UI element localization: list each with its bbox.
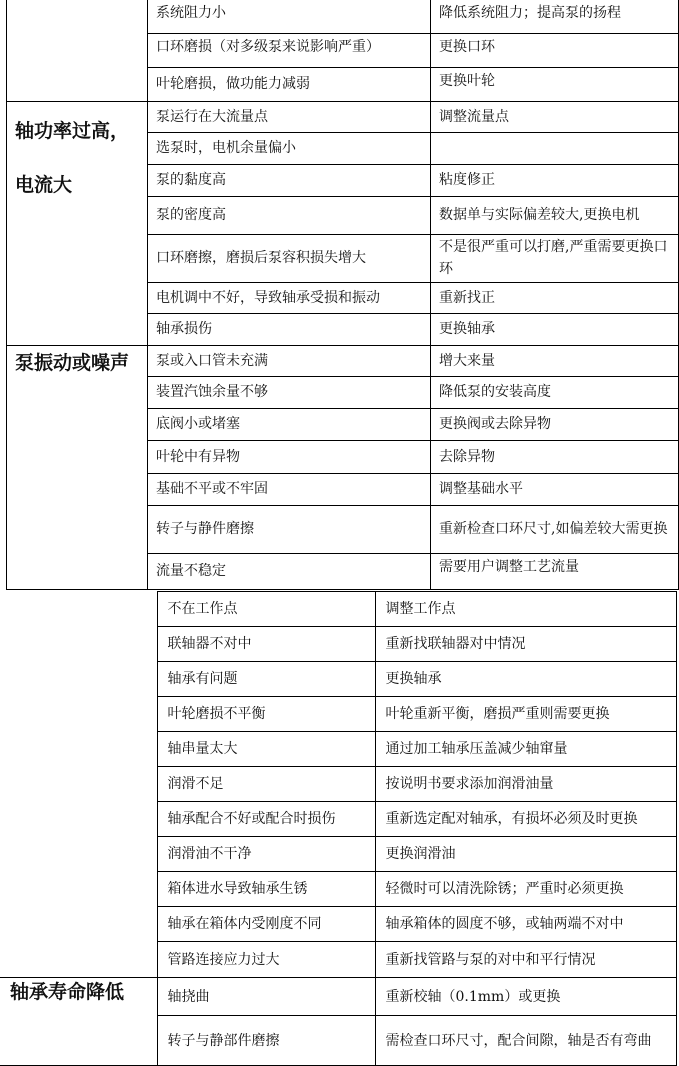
solution-cell: 降低系统阻力；提高泵的扬程 <box>431 0 679 33</box>
cause-cell: 泵运行在大流量点 <box>148 101 431 132</box>
cause-cell: 轴挠曲 <box>157 978 375 1016</box>
cause-cell: 选泵时，电机余量偏小 <box>148 132 431 164</box>
solution-cell: 叶轮重新平衡，磨损严重则需要更换 <box>375 697 676 732</box>
cause-cell: 不在工作点 <box>157 592 375 627</box>
solution-cell: 更换轴承 <box>431 313 679 345</box>
solution-cell: 更换阀或去除异物 <box>431 408 679 440</box>
category-cell <box>0 978 157 1066</box>
cause-cell: 口环磨损（对多级泵来说影响严重） <box>148 33 431 67</box>
cause-cell: 管路连接应力过大 <box>157 942 375 978</box>
solution-cell: 调整基础水平 <box>431 473 679 505</box>
cause-cell: 泵的密度高 <box>148 196 431 234</box>
solution-cell: 轻微时可以清洗除锈；严重时必须更换 <box>375 872 676 907</box>
category-cell <box>7 345 148 589</box>
solution-cell: 更换润滑油 <box>375 837 676 872</box>
cause-cell: 底阀小或堵塞 <box>148 408 431 440</box>
cause-cell: 转子与静件磨擦 <box>148 505 431 553</box>
category-label: 轴功率过高， <box>15 119 130 142</box>
cause-cell: 系统阻力小 <box>148 0 431 33</box>
solution-cell: 轴承箱体的圆度不够，或轴两端不对中 <box>375 907 676 942</box>
cause-cell: 装置汽蚀余量不够 <box>148 376 431 408</box>
cause-cell: 轴承配合不好或配合时损伤 <box>157 802 375 837</box>
solution-cell: 重新校轴（0.1mm）或更换 <box>375 978 676 1016</box>
cause-cell: 叶轮磨损，做功能力减弱 <box>148 67 431 101</box>
cause-cell: 泵的黏度高 <box>148 164 431 196</box>
solution-cell: 重新找联轴器对中情况 <box>375 627 676 662</box>
cause-cell: 叶轮中有异物 <box>148 440 431 473</box>
cause-cell: 轴承有问题 <box>157 662 375 697</box>
solution-cell: 调整流量点 <box>431 101 679 132</box>
cause-cell: 轴承损伤 <box>148 313 431 345</box>
cause-cell: 流量不稳定 <box>148 553 431 589</box>
solution-cell: 通过加工轴承压盖减少轴窜量 <box>375 732 676 767</box>
solution-cell: 重新选定配对轴承，有损坏必须及时更换 <box>375 802 676 837</box>
solution-cell: 按说明书要求添加润滑油量 <box>375 767 676 802</box>
solution-cell: 粘度修正 <box>431 164 679 196</box>
solution-cell: 需要用户调整工艺流量 <box>431 553 679 589</box>
category-label: 电流大 <box>15 173 73 196</box>
solution-cell: 更换叶轮 <box>431 67 679 101</box>
solution-cell: 更换口环 <box>431 33 679 67</box>
solution-cell: 降低泵的安装高度 <box>431 376 679 408</box>
cause-cell: 润滑油不干净 <box>157 837 375 872</box>
cause-cell: 口环磨擦，磨损后泵容积损失增大 <box>148 234 431 282</box>
cause-cell: 轴承在箱体内受刚度不同 <box>157 907 375 942</box>
solution-cell <box>431 132 679 164</box>
cause-cell: 箱体进水导致轴承生锈 <box>157 872 375 907</box>
category-cell-empty <box>0 592 157 978</box>
cause-cell: 叶轮磨损不平衡 <box>157 697 375 732</box>
cause-cell: 转子与静部件磨擦 <box>157 1016 375 1066</box>
category-cell <box>7 101 148 345</box>
solution-cell: 调整工作点 <box>375 592 676 627</box>
solution-cell: 去除异物 <box>431 440 679 473</box>
cause-cell: 泵或入口管未充满 <box>148 345 431 376</box>
cause-cell: 电机调中不好，导致轴承受损和振动 <box>148 282 431 313</box>
solution-cell: 重新找管路与泵的对中和平行情况 <box>375 942 676 978</box>
solution-cell: 数据单与实际偏差较大,更换电机 <box>431 196 679 234</box>
troubleshooting-table-2 <box>0 591 677 1066</box>
cause-cell: 轴串量太大 <box>157 732 375 767</box>
troubleshooting-table-1 <box>6 0 679 590</box>
cause-cell: 联轴器不对中 <box>157 627 375 662</box>
category-label: 泵振动或噪声 <box>15 351 130 374</box>
solution-cell: 不是很严重可以打磨,严重需要更换口环 <box>431 234 679 282</box>
category-cell-empty <box>7 0 148 101</box>
solution-cell: 更换轴承 <box>375 662 676 697</box>
category-label: 轴承寿命降低 <box>10 981 125 1003</box>
solution-cell: 重新找正 <box>431 282 679 313</box>
solution-cell: 重新检查口环尺寸,如偏差较大需更换 <box>431 505 679 553</box>
solution-cell: 需检查口环尺寸，配合间隙，轴是否有弯曲 <box>375 1016 676 1066</box>
cause-cell: 润滑不足 <box>157 767 375 802</box>
cause-cell: 基础不平或不牢固 <box>148 473 431 505</box>
solution-cell: 增大来量 <box>431 345 679 376</box>
